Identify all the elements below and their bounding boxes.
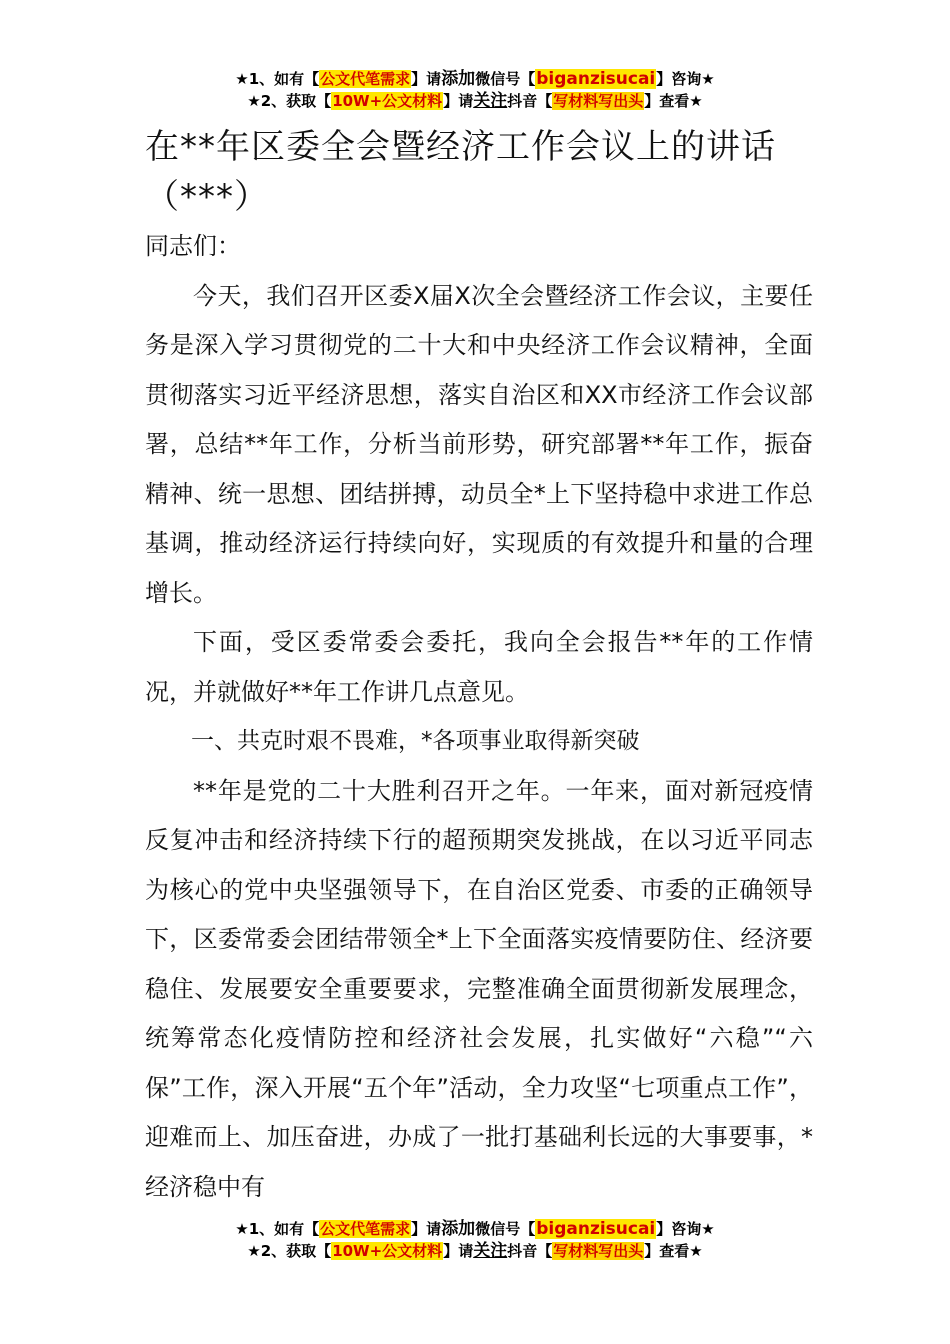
banner-text: 】请 [411, 1220, 442, 1238]
banner-text: 】查看★ [644, 1242, 703, 1260]
banner-text: ★2、获取【 [247, 92, 332, 110]
bottom-banner [0, 1218, 950, 1262]
document-title: 在**年区委全会暨经济工作会议上的讲话（***） [145, 127, 776, 217]
banner-line-2 [0, 1240, 950, 1262]
highlight-materials: 10W+公文材料 [332, 92, 443, 110]
highlight-ghostwriting: 公文代笔需求 [320, 70, 411, 88]
banner-text: ★1、如有【 [235, 70, 320, 88]
highlight-wechat-id: biganzisucai [536, 1219, 656, 1239]
banner-line-2 [0, 90, 950, 112]
document-body [145, 222, 813, 1212]
highlight-ghostwriting: 公文代笔需求 [320, 1220, 411, 1238]
banner-text: 】请 [411, 70, 442, 88]
banner-text-emphasis: 关注 [473, 91, 508, 111]
top-banner [0, 68, 950, 112]
banner-line-1 [0, 68, 950, 90]
highlight-materials: 10W+公文材料 [332, 1242, 443, 1260]
paragraph: 下面，受区委常委会委托，我向全会报告**年的工作情况，并就做好**年工作讲几点意见。 [145, 628, 813, 706]
paragraph: 今天，我们召开区委Ⅹ届Ⅹ次全会暨经济工作会议，主要任务是深入学习贯彻党的二十大和中央经济工作会议精神，全面贯彻落实习近平经济思想，落实自治区和XX市经济工作会议部署，总结**年工作，分析当前形势，研究部署**年工作，振奋精神、统一思想、团结拼搏，动员全*上下坚持稳中求进工作总基调，推动经济运行持续向好，实现质的有效提升和量的合理增长。 [145, 281, 813, 607]
banner-text: 】请 [443, 92, 474, 110]
highlight-douyin: 写材料写出头 [553, 92, 644, 110]
banner-text: ★2、获取【 [247, 1242, 332, 1260]
paragraph: **年是党的二十大胜利召开之年。一年来，面对新冠疫情反复冲击和经济持续下行的超预期突发挑战，在以习近平同志为核心的党中央坚强领导下，在自治区党委、市委的正确领导下，区委常委会团结带领全*上下全面落实疫情要防住、经济要稳住、发展要安全重要要求，完整准确全面贯彻新发展理念，统筹常态化疫情防控和经济社会发展，扎实做好“六稳”“六保”工作，深入开展“五个年”活动，全力攻坚“七项重点工作”，迎难而上、加压奋进，办成了一批打基础利长远的大事要事，*经济稳中有 [145, 776, 813, 1201]
banner-text: 】咨询★ [656, 1220, 715, 1238]
banner-text: 微信号【 [475, 1220, 536, 1238]
banner-text: 】咨询★ [656, 70, 715, 88]
banner-text-emphasis: 添加 [441, 69, 476, 89]
banner-text-emphasis: 添加 [441, 1219, 476, 1239]
banner-text: 】查看★ [644, 92, 703, 110]
banner-text: 】请 [443, 1242, 474, 1260]
salutation: 同志们： [145, 232, 241, 260]
banner-text: 抖音【 [507, 92, 553, 110]
section-heading: 一、共克时艰不畏难，*各项事业取得新突破 [191, 728, 640, 754]
highlight-douyin: 写材料写出头 [553, 1242, 644, 1260]
banner-text-emphasis: 关注 [473, 1241, 508, 1261]
banner-text: 抖音【 [507, 1242, 553, 1260]
banner-text: 微信号【 [475, 70, 536, 88]
banner-line-1 [0, 1218, 950, 1240]
banner-text: ★1、如有【 [235, 1220, 320, 1238]
highlight-wechat-id: biganzisucai [536, 69, 656, 89]
